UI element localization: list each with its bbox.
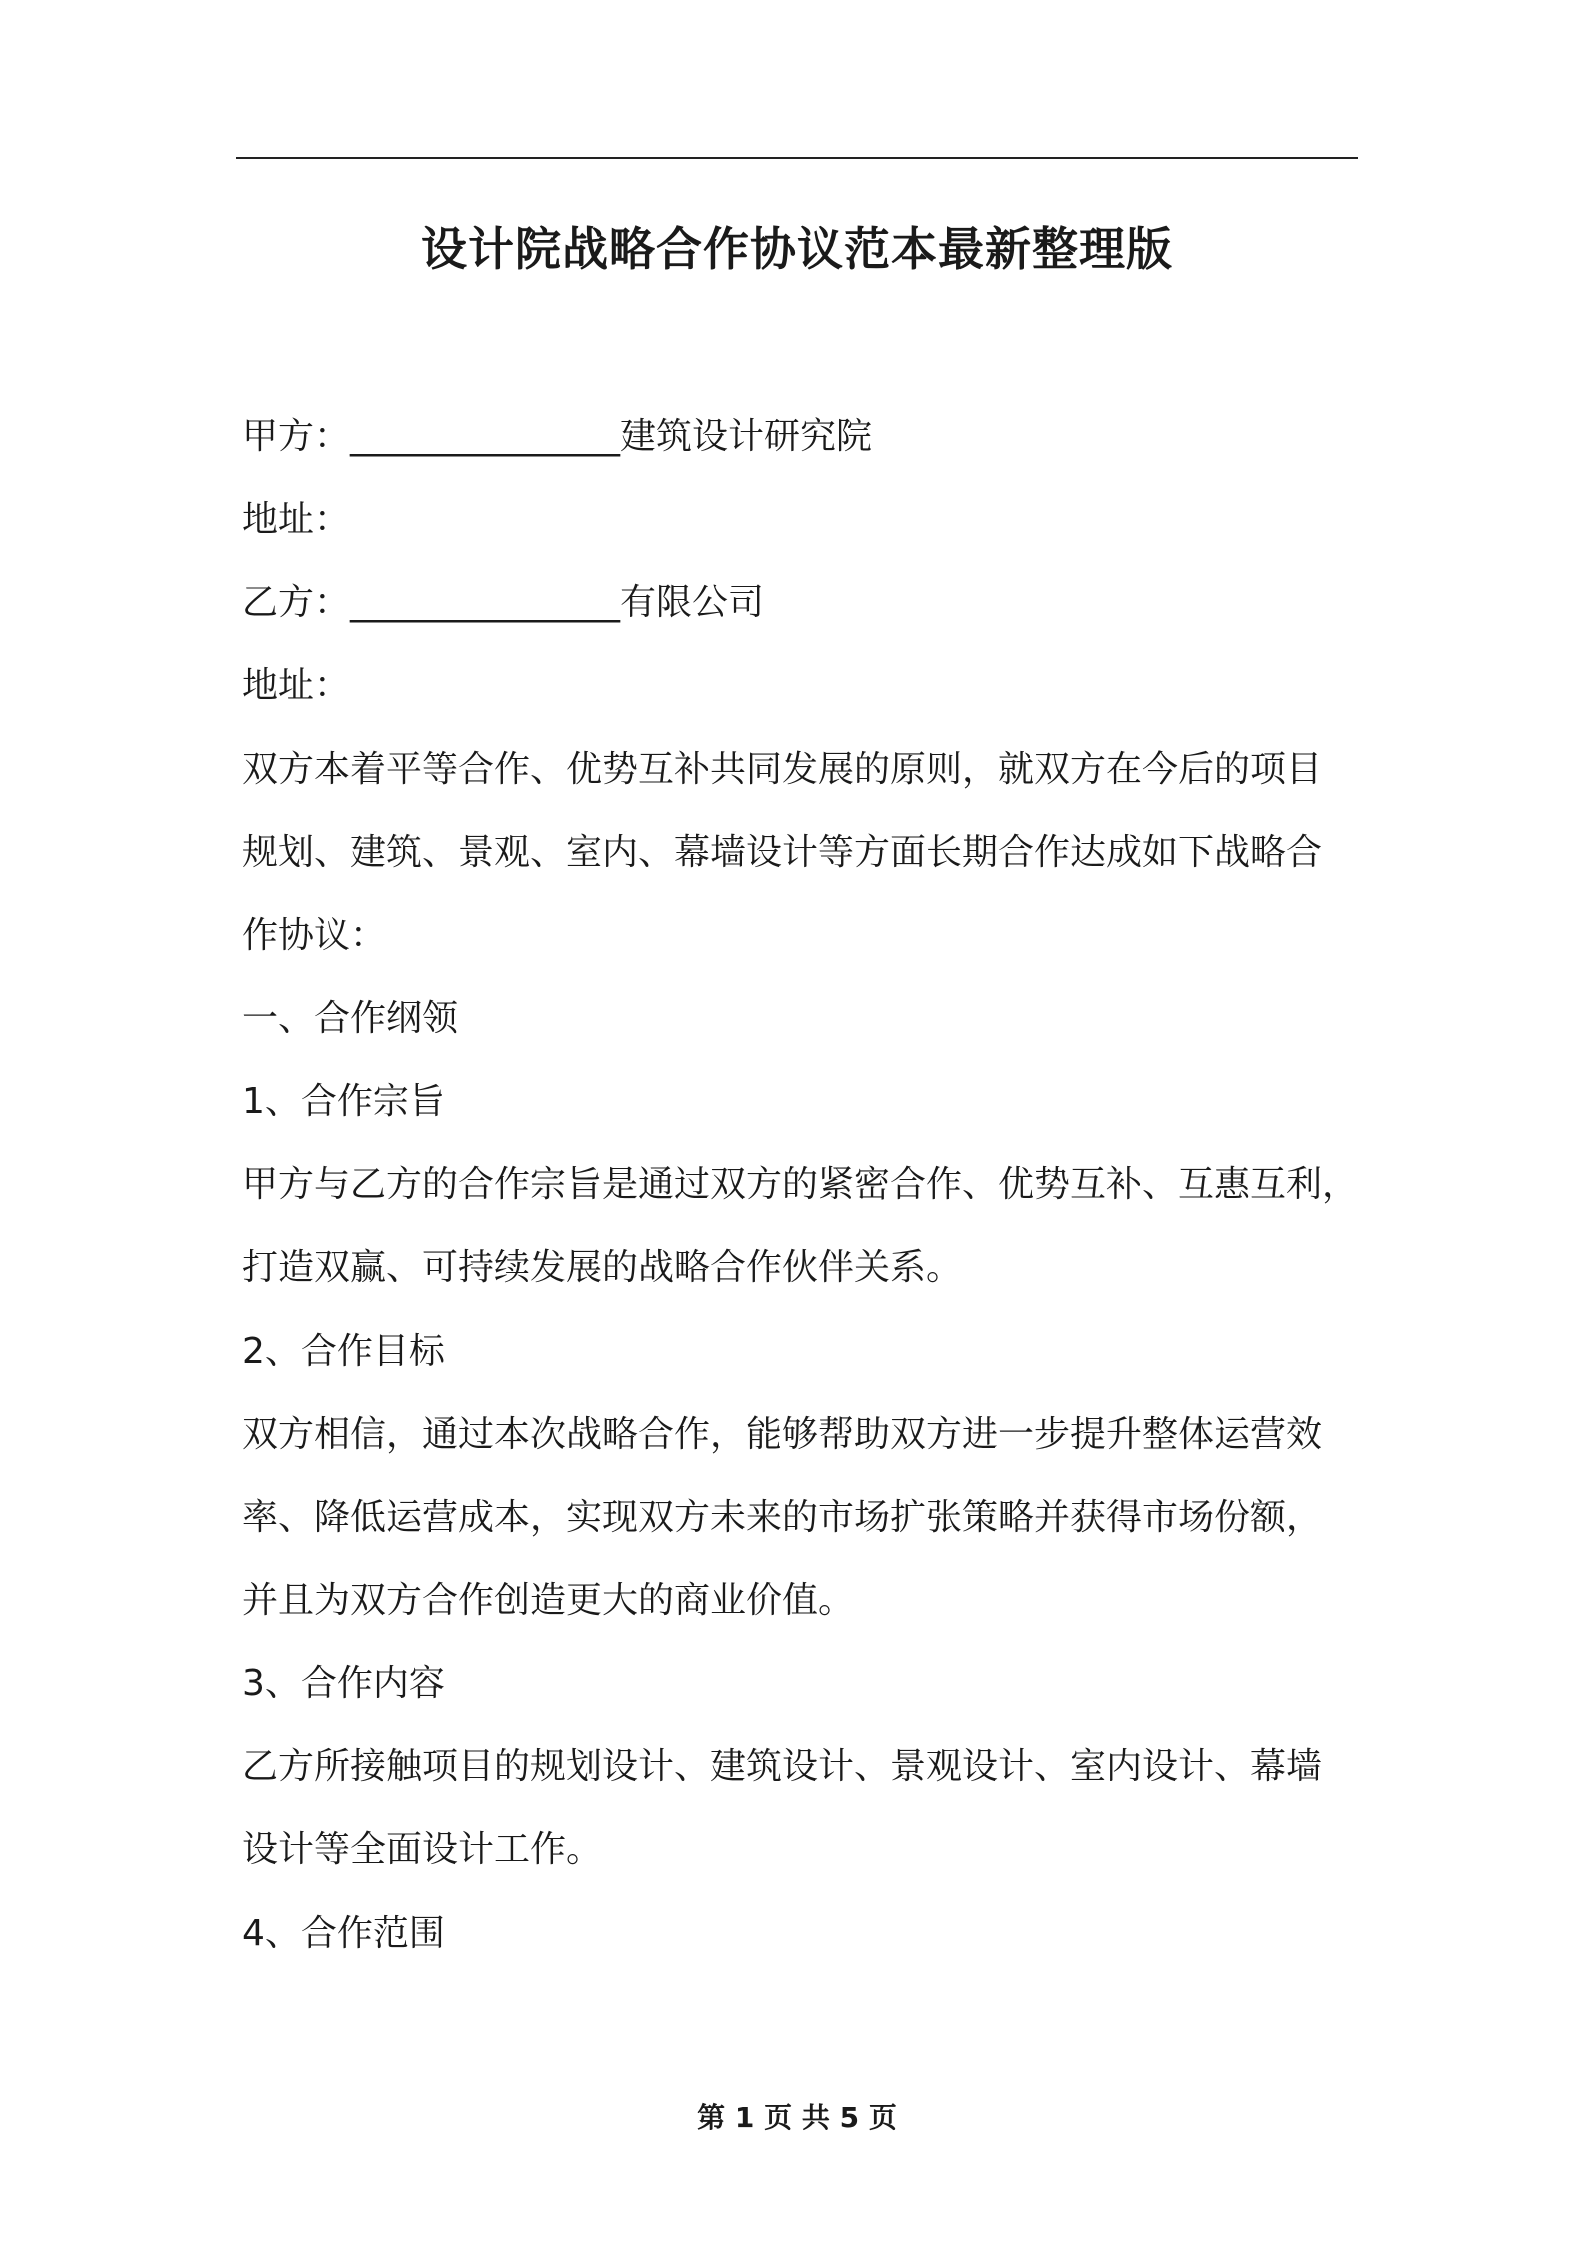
party-a-address: 地址： — [242, 499, 351, 540]
page-indicator: 第 1 页 共 5 页 — [697, 2101, 897, 2134]
header-rule — [236, 157, 1358, 159]
item-1-line-1: 甲方与乙方的合作宗旨是通过双方的紧密合作、优势互补、互惠互利， — [242, 1164, 1359, 1205]
item-2-heading: 2、合作目标 — [242, 1331, 445, 1372]
intro-line-2: 规划、建筑、景观、室内、幕墙设计等方面长期合作达成如下战略合 — [242, 832, 1323, 873]
party-b-blank: _______________ — [350, 582, 621, 623]
party-b-name: 有限公司 — [620, 582, 765, 623]
party-a-name: 建筑设计研究院 — [620, 416, 873, 457]
party-a-line — [242, 413, 872, 461]
intro-line-3: 作协议： — [242, 915, 387, 956]
item-4-heading: 4、合作范围 — [242, 1913, 445, 1954]
item-3-heading: 3、合作内容 — [242, 1663, 445, 1704]
party-a-label: 甲方： — [242, 416, 351, 457]
item-2-line-1: 双方相信，通过本次战略合作，能够帮助双方进一步提升整体运营效 — [242, 1414, 1323, 1455]
document-title: 设计院战略合作协议范本最新整理版 — [421, 222, 1173, 276]
section-1-heading: 一、合作纲领 — [242, 998, 459, 1039]
item-2-line-2: 率、降低运营成本，实现双方未来的市场扩张策略并获得市场份额， — [242, 1497, 1323, 1538]
party-b-address: 地址： — [242, 665, 351, 706]
item-2-line-3: 并且为双方合作创造更大的商业价值。 — [242, 1580, 855, 1621]
item-3-line-2: 设计等全面设计工作。 — [242, 1829, 603, 1870]
item-1-heading: 1、合作宗旨 — [242, 1081, 445, 1122]
item-3-line-1: 乙方所接触项目的规划设计、建筑设计、景观设计、室内设计、幕墙 — [242, 1746, 1323, 1787]
party-a-blank: _______________ — [350, 416, 621, 457]
party-b-line — [242, 579, 764, 627]
party-b-label: 乙方： — [242, 582, 351, 623]
intro-line-1: 双方本着平等合作、优势互补共同发展的原则，就双方在今后的项目 — [242, 749, 1323, 790]
item-1-line-2: 打造双赢、可持续发展的战略合作伙伴关系。 — [242, 1247, 963, 1288]
